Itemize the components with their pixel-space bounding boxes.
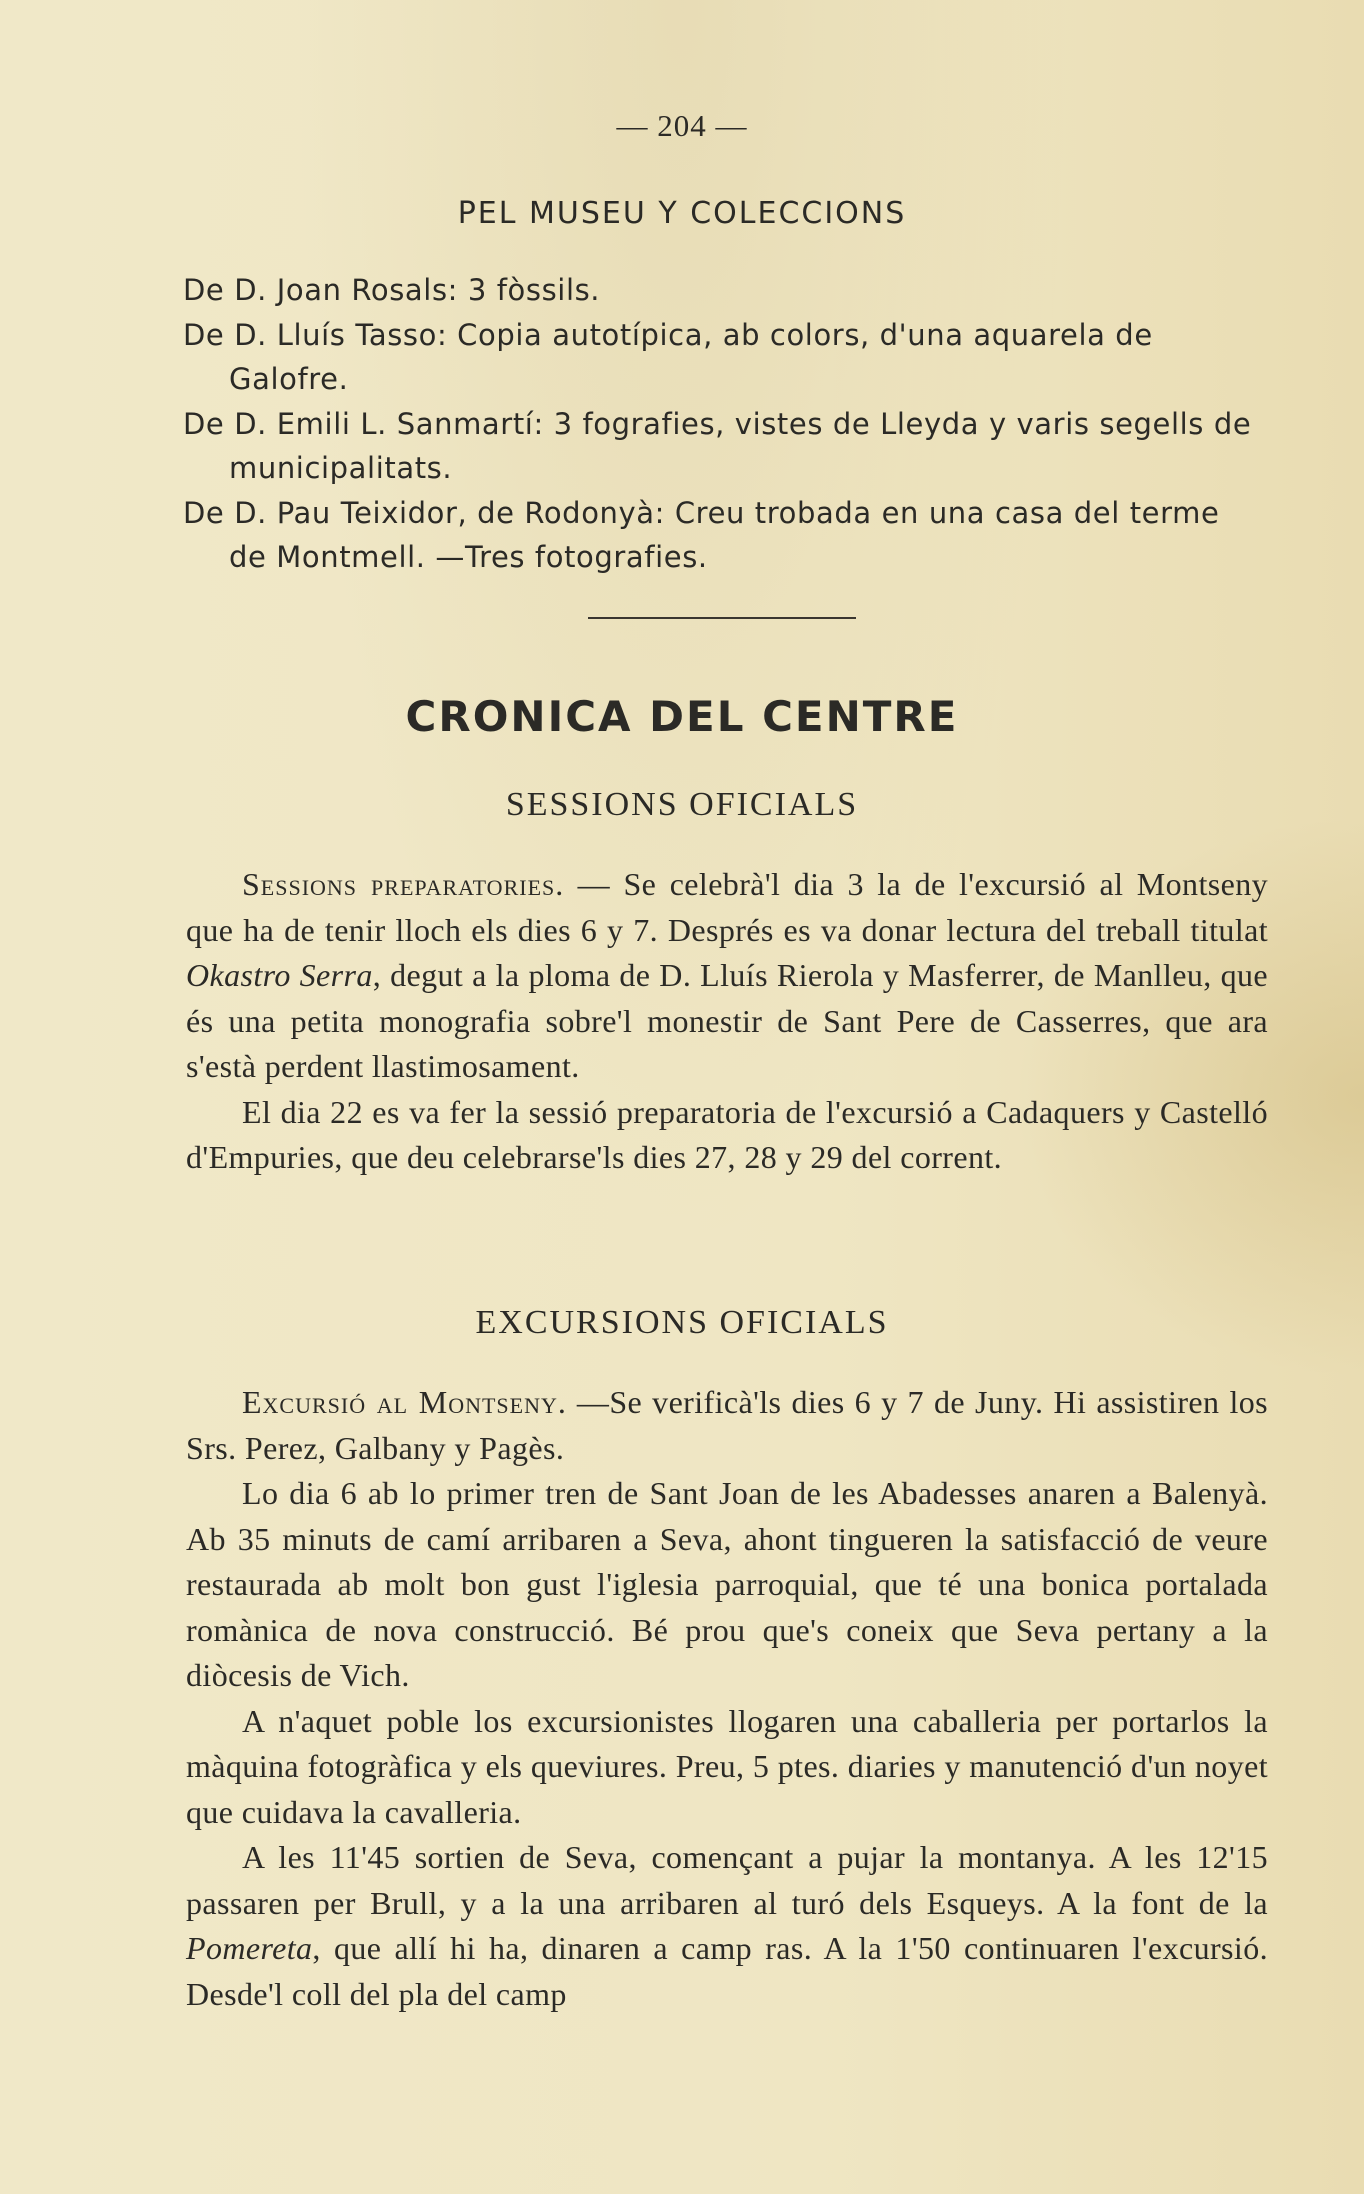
place-name: Pomereta bbox=[186, 1930, 313, 1966]
excursions-paragraph-1 bbox=[186, 1380, 1268, 1471]
donation-entry: De D. Pau Teixidor, de Rodonyà: Creu trobada en una casa del terme de Montmell. —Tres fotografies. bbox=[183, 495, 1220, 574]
sessions-paragraph-2: El dia 22 es va fer la sessió preparatoria de l'excursió a Cadaquers y Castelló d'Empuries, que deu celebrarse'ls dies 27, 28 y 29 del corrent. bbox=[186, 1093, 1268, 1175]
excursions-paragraph-2: Lo dia 6 ab lo primer tren de Sant Joan de les Abadesses anaren a Balenyà. Ab 35 minuts de camí arribaren a Seva, ahont tingueren la satisfacció de veure restaurada ab molt bon gust l'iglesia parroquial, que té una bonica portalada romànica de nova construcció. Bé prou que's coneix que Seva pertany a la diòcesis de Vich. bbox=[186, 1475, 1268, 1693]
sessions-text-b: , degut a la ploma de D. Lluís Rierola y Masferrer, de Manlleu, que és una petita monografia sobre'l monestir de Sant Pere de Casserres, que ara s'està perdent llastimosament. bbox=[186, 957, 1268, 1084]
chronicle-title: CRONICA DEL CENTRE bbox=[405, 692, 959, 741]
excursions-paragraph-3: A n'aquet poble los excursionistes llogaren una caballeria per portarlos la màquina fotogràfica y els queviures. Preu, 5 ptes. diaries y manutenció d'un noyet que cuidava la cavalleria. bbox=[186, 1702, 1268, 1830]
museum-section-title: PEL MUSEU Y COLECCIONS bbox=[457, 196, 907, 231]
excursions-text: —Se verificà'ls dies 6 y 7 de Juny. Hi assistiren los Srs. Perez, Galbany y Pagès. bbox=[186, 1384, 1269, 1466]
work-title: Okastro Serra bbox=[186, 957, 373, 993]
excursions-text-a: A les 11'45 sortien de Seva, començant a pujar la montanya. A les 12'15 passaren per Brull, y a la una arribaren al turó dels Esqueys. A la font de la bbox=[186, 1839, 1268, 1921]
donation-entry: De D. Emili L. Sanmartí: 3 fografies, vistes de Lleyda y varis segells de municipalitats. bbox=[183, 406, 1252, 485]
excursions-body bbox=[186, 1380, 1268, 2017]
excursions-lead: Excursió al Montseny. bbox=[242, 1384, 567, 1420]
museum-donations-list bbox=[183, 268, 1265, 580]
excursions-text-b: , que allí hi ha, dinaren a camp ras. A la 1'50 continuaren l'excursió. Desde'l coll del pla del camp bbox=[186, 1930, 1268, 2012]
sessions-text-a: — Se celebrà'l dia 3 la de l'excursió al Montseny que ha de tenir lloch els dies 6 y 7. Després es va donar lectura del treball titulat bbox=[186, 866, 1268, 948]
section-divider-rule bbox=[588, 617, 856, 619]
page-number: — 204 — bbox=[616, 108, 748, 143]
excursions-section-title: EXCURSIONS OFICIALS bbox=[475, 1304, 889, 1341]
donation-entry: De D. Lluís Tasso: Copia autotípica, ab colors, d'una aquarela de Galofre. bbox=[183, 317, 1153, 396]
donation-entry: De D. Joan Rosals: 3 fòssils. bbox=[183, 273, 601, 307]
excursions-paragraph-4 bbox=[186, 1835, 1268, 2017]
sessions-paragraph-1 bbox=[186, 862, 1268, 1090]
sessions-lead: Sessions preparatories. bbox=[242, 866, 565, 902]
sessions-section-title: SESSIONS OFICIALS bbox=[505, 786, 859, 823]
sessions-body bbox=[186, 862, 1268, 1181]
